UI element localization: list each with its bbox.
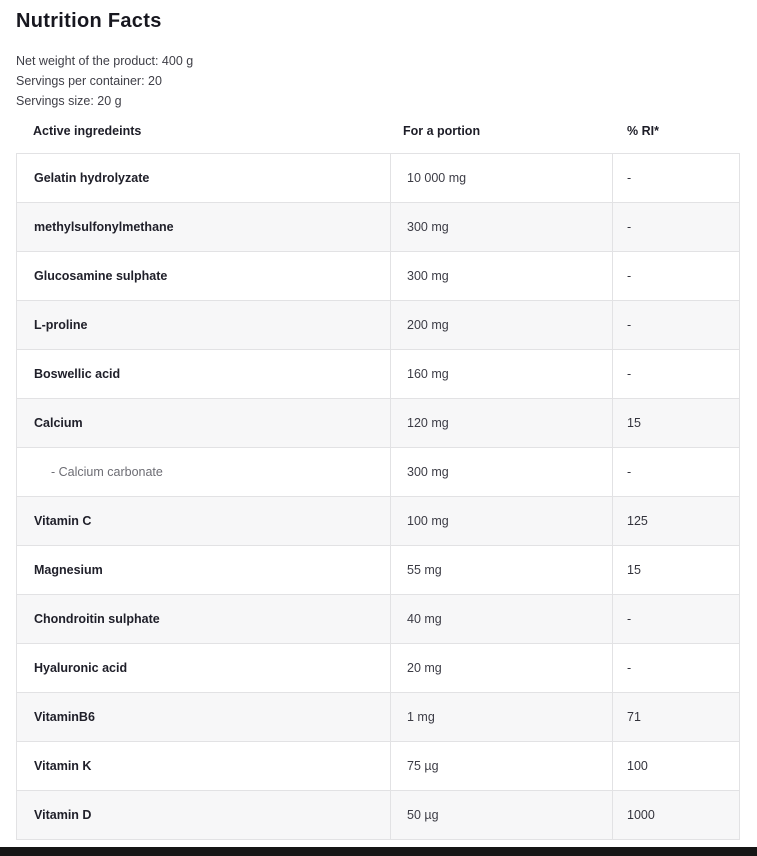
ri-value: - <box>612 154 739 202</box>
ri-value: - <box>612 301 739 349</box>
portion-amount: 20 mg <box>390 644 612 692</box>
portion-amount: 10 000 mg <box>390 154 612 202</box>
portion-amount: 100 mg <box>390 497 612 545</box>
table-row <box>17 252 739 301</box>
table-row <box>17 497 739 546</box>
ri-value: 71 <box>612 693 739 741</box>
portion-amount: 300 mg <box>390 203 612 251</box>
bottom-divider <box>0 847 757 856</box>
ri-value: - <box>612 595 739 643</box>
servings-per-container-text: Servings per container: 20 <box>16 74 162 88</box>
table-row <box>17 399 739 448</box>
ri-value: 125 <box>612 497 739 545</box>
ri-value: - <box>612 644 739 692</box>
header-for-a-portion: For a portion <box>403 124 481 138</box>
ingredient-name: Vitamin C <box>34 514 92 528</box>
ingredient-name: methylsulfonylmethane <box>34 220 174 234</box>
table-row <box>17 350 739 399</box>
ingredient-name: Chondroitin sulphate <box>34 612 160 626</box>
table-row <box>17 693 739 742</box>
table-row <box>17 595 739 644</box>
ingredient-name: VitaminB6 <box>34 710 95 724</box>
portion-amount: 200 mg <box>390 301 612 349</box>
ingredient-name: Vitamin K <box>34 759 92 773</box>
ingredient-name: Glucosamine sulphate <box>34 269 168 283</box>
table-row <box>17 203 739 252</box>
ri-value: - <box>612 350 739 398</box>
ingredient-name: L-proline <box>34 318 88 332</box>
ri-value: - <box>612 448 739 496</box>
portion-amount: 40 mg <box>390 595 612 643</box>
ri-value: 15 <box>612 546 739 594</box>
ri-value: - <box>612 252 739 300</box>
portion-amount: 120 mg <box>390 399 612 447</box>
ingredient-name: Gelatin hydrolyzate <box>34 171 150 185</box>
table-header-row <box>16 124 741 153</box>
ri-value: - <box>612 203 739 251</box>
ingredient-name: Hyaluronic acid <box>34 661 128 675</box>
ingredient-name: - Calcium carbonate <box>51 465 163 479</box>
servings-size-text: Servings size: 20 g <box>16 94 122 108</box>
page-title: Nutrition Facts <box>16 10 162 32</box>
ri-value: 15 <box>612 399 739 447</box>
table-row <box>17 448 739 497</box>
net-weight-text: Net weight of the product: 400 g <box>16 54 194 68</box>
portion-amount: 50 µg <box>390 791 612 839</box>
header-percent-ri: % RI* <box>627 124 659 138</box>
ingredient-name: Vitamin D <box>34 808 92 822</box>
ingredient-name: Boswellic acid <box>34 367 121 381</box>
portion-amount: 1 mg <box>390 693 612 741</box>
table-row <box>17 301 739 350</box>
ingredient-name: Calcium <box>34 416 83 430</box>
portion-amount: 160 mg <box>390 350 612 398</box>
ingredients-table <box>16 153 740 840</box>
table-row <box>17 154 739 203</box>
table-row <box>17 644 739 693</box>
portion-amount: 300 mg <box>390 252 612 300</box>
ingredient-name: Magnesium <box>34 563 103 577</box>
portion-amount: 75 µg <box>390 742 612 790</box>
ri-value: 1000 <box>612 791 739 839</box>
ri-value: 100 <box>612 742 739 790</box>
portion-amount: 55 mg <box>390 546 612 594</box>
header-active-ingredients: Active ingredeints <box>33 124 142 138</box>
portion-amount: 300 mg <box>390 448 612 496</box>
table-row <box>17 546 739 595</box>
table-row <box>17 791 739 839</box>
table-row <box>17 742 739 791</box>
product-meta <box>16 51 741 111</box>
